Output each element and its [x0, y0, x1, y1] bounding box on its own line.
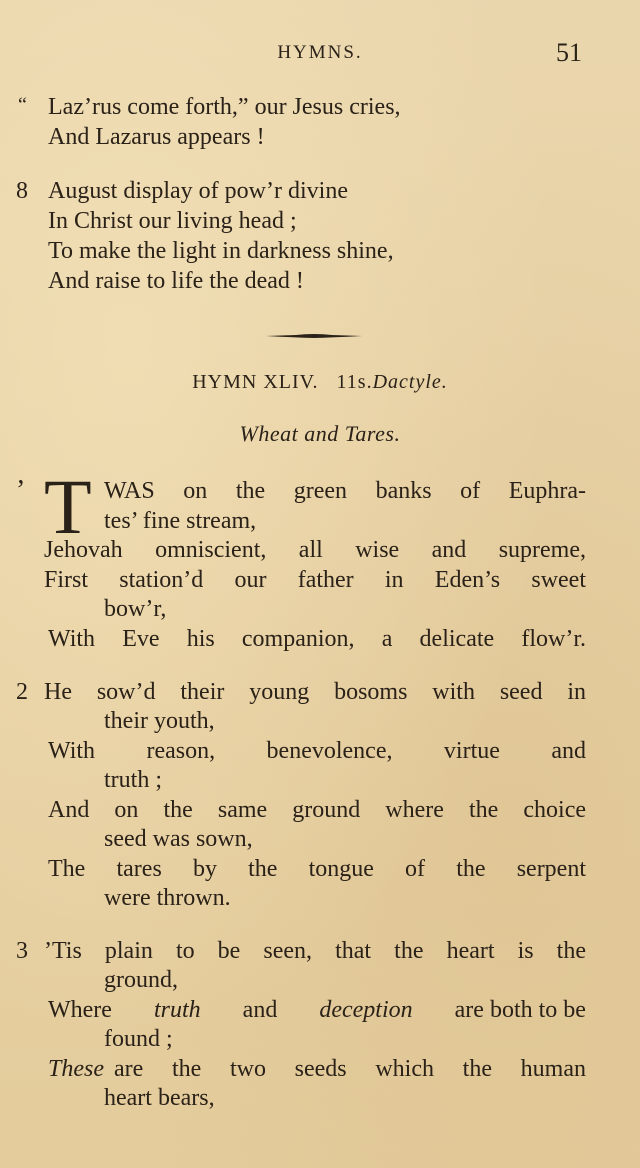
verse-line: ’Tis plain to be seen, that the heart is the — [44, 938, 586, 964]
verse-words: are the two seeds which the human — [114, 1056, 586, 1082]
verse-line: ground, — [104, 967, 178, 993]
verse-line: And on the same ground where the choice — [48, 797, 586, 823]
open-quote-mark: “ — [18, 94, 27, 116]
verse-line: Jehovah omniscient, all wise and supreme, — [44, 537, 586, 563]
verse-line: bow’r, — [104, 596, 167, 622]
verse-word-italic: deception — [319, 997, 413, 1023]
verse-line: First station’d our father in Eden’s sweet — [44, 567, 586, 593]
dropcap-letter: T — [44, 463, 92, 550]
verse-line: heart bears, — [104, 1085, 215, 1111]
page-number: 51 — [556, 38, 582, 67]
verse-line: were thrown. — [104, 885, 231, 911]
hymn-title — [0, 371, 640, 394]
verse-line: And raise to life the dead ! — [48, 268, 304, 294]
verse-line: found ; — [104, 1026, 173, 1052]
hymn-number: HYMN XLIV. — [192, 371, 319, 393]
hymn-meter-name: Dactyle. — [372, 371, 448, 393]
stanza-number: 3 — [16, 938, 28, 964]
verse-line: truth ; — [104, 767, 162, 793]
verse-word: Where — [48, 997, 112, 1023]
verse-line: And Lazarus appears ! — [48, 124, 265, 150]
verse-line: In Christ our living head ; — [48, 208, 297, 234]
stanza-number: 2 — [16, 679, 28, 705]
verse-word-italic: truth — [153, 997, 201, 1023]
verse-line: The tares by the tongue of the serpent — [48, 856, 586, 882]
verse-line: With reason, benevolence, virtue and — [48, 738, 586, 764]
verse-line: their youth, — [104, 708, 215, 734]
verse-line — [48, 995, 586, 1025]
section-divider-ornament — [266, 333, 362, 339]
verse-line: Laz’rus come forth,” our Jesus cries, — [48, 94, 401, 120]
verse-line: He sow’d their young bosoms with seed in — [44, 679, 586, 705]
dropcap-apostrophe: ’ — [16, 475, 26, 506]
verse-line: August display of pow’r divine — [48, 178, 348, 204]
running-head: HYMNS. — [277, 42, 363, 63]
verse-line: WAS on the green banks of Euphra- — [104, 478, 586, 504]
verse-line — [48, 1054, 586, 1084]
verse-word: and — [242, 997, 278, 1023]
verse-word: are both to be — [454, 997, 586, 1023]
verse-line: tes’ fine stream, — [104, 508, 257, 534]
verse-line: seed was sown, — [104, 826, 253, 852]
hymn-meter: 11s. — [336, 371, 373, 393]
page-header — [0, 38, 640, 78]
verse-line: With Eve his companion, a delicate flow’r. — [48, 626, 586, 652]
verse-word-italic: These — [48, 1056, 104, 1082]
hymn-subtitle: Wheat and Tares. — [239, 421, 401, 446]
stanza-number: 8 — [16, 178, 28, 204]
verse-line: To make the light in darkness shine, — [48, 238, 394, 264]
